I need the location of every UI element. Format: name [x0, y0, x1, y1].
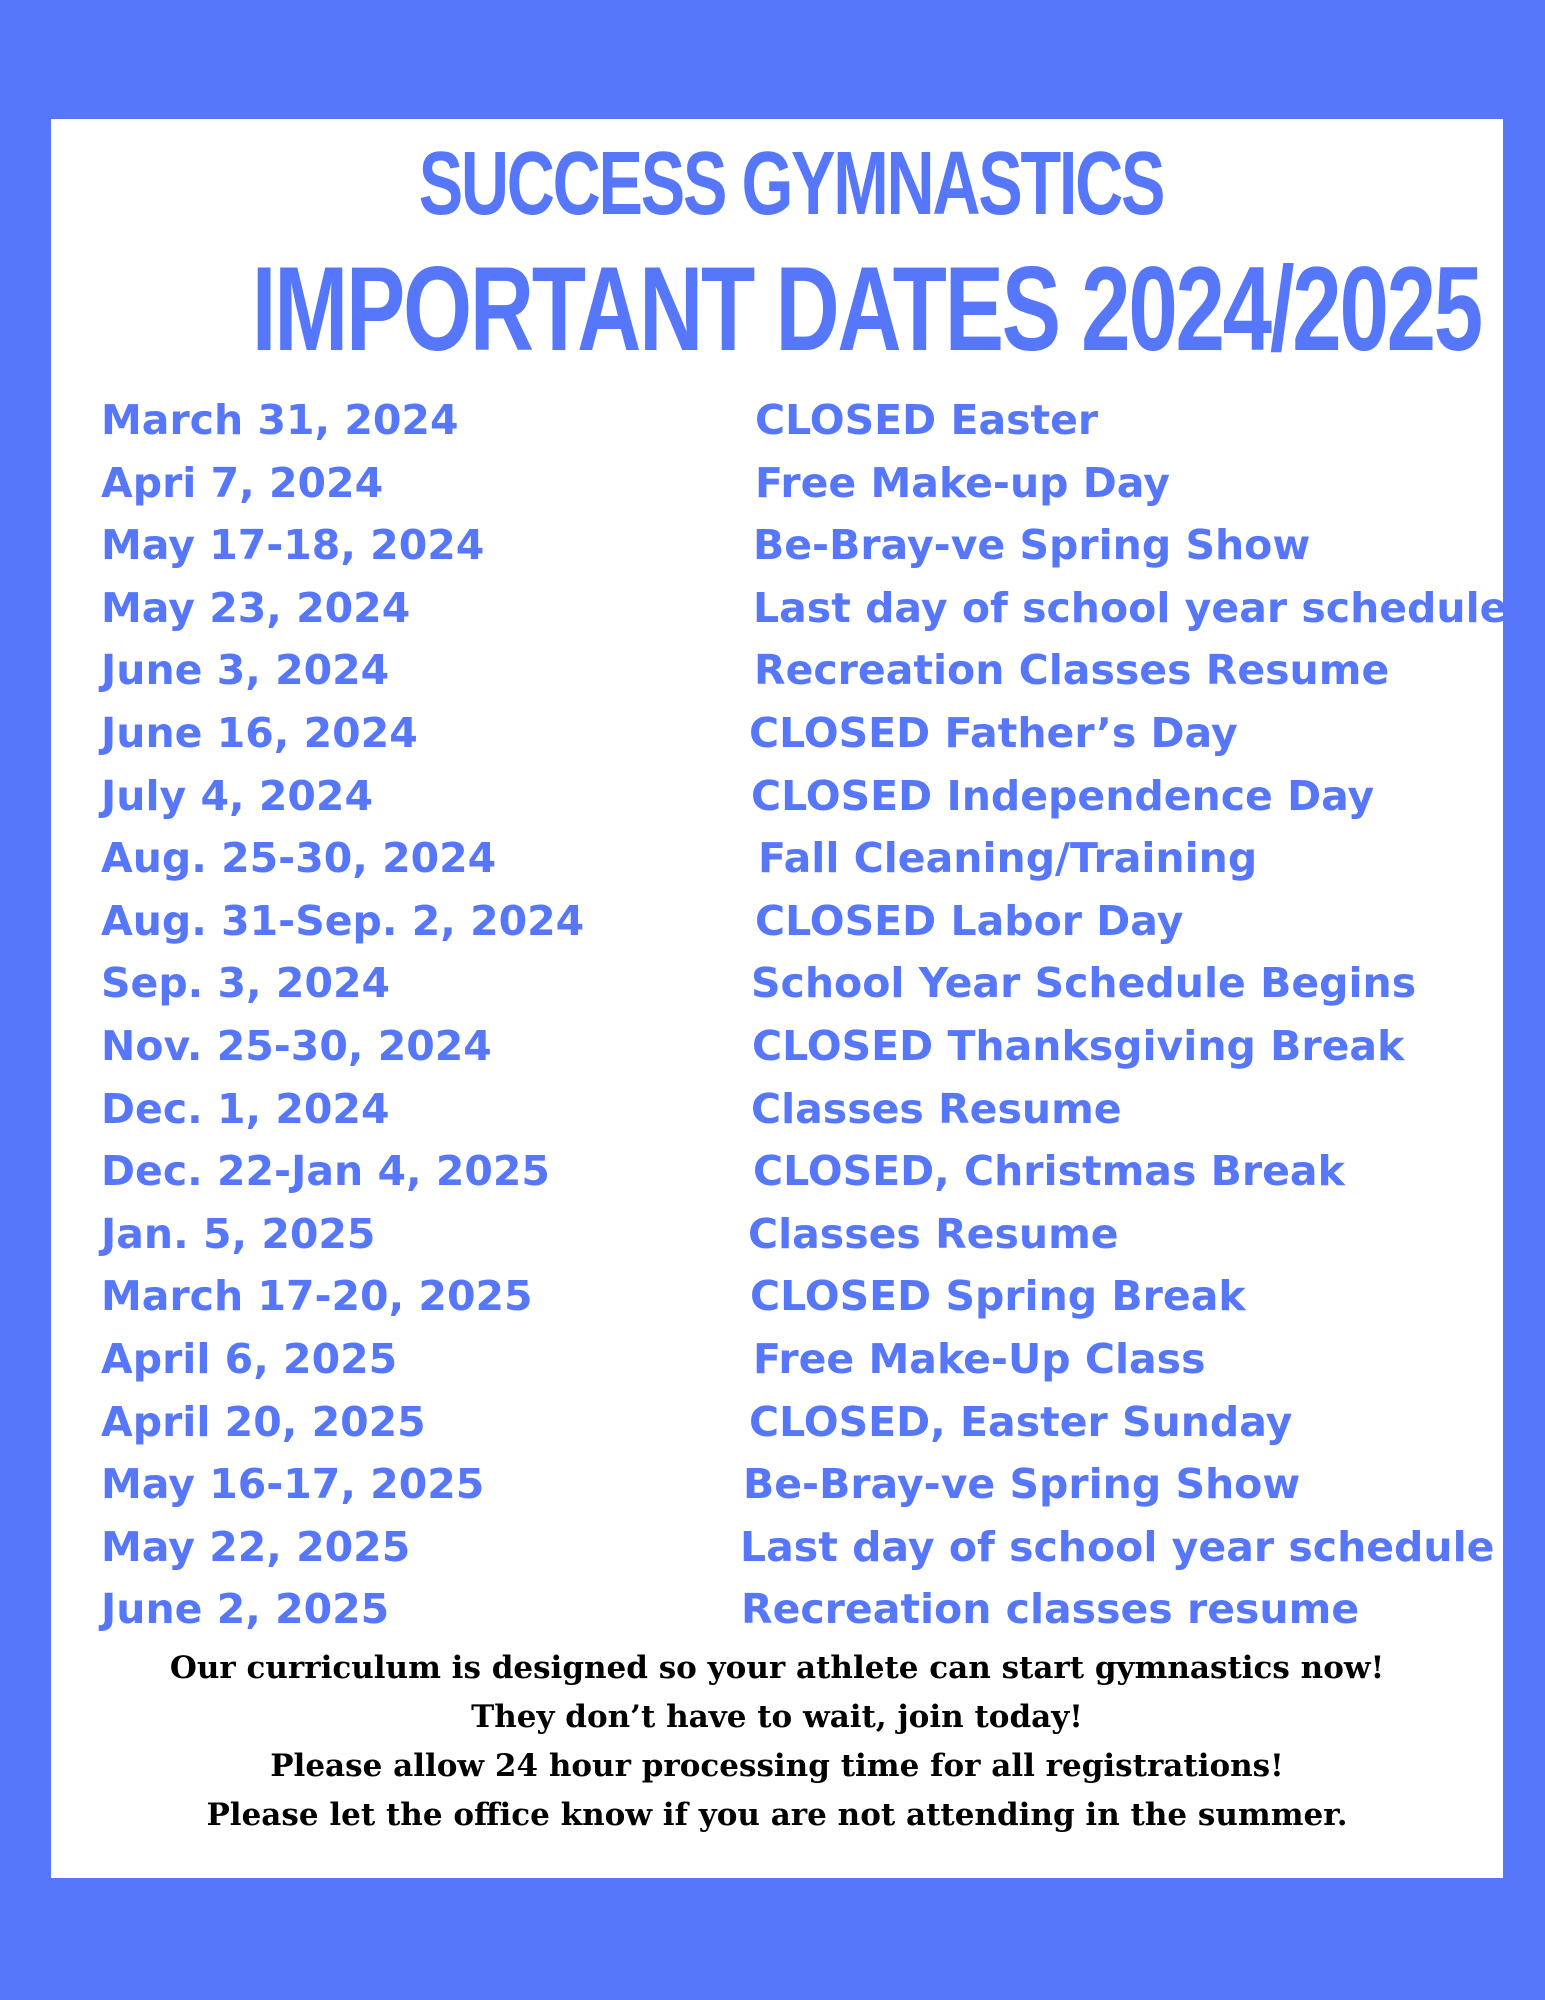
event-label: CLOSED Independence Day [751, 771, 1375, 820]
date-label: Aug. 25-30, 2024 [101, 834, 497, 883]
date-label: Sep. 3, 2024 [101, 959, 391, 1008]
date-label: June 16, 2024 [101, 708, 418, 757]
event-label: Be-Bray-ve Spring Show [753, 521, 1311, 570]
event-label: Recreation Classes Resume [754, 646, 1390, 695]
event-label: Free Make-up Day [755, 458, 1170, 507]
date-row [101, 577, 1508, 640]
event-label: CLOSED Father’s Day [749, 708, 1238, 757]
date-label: Apri 7, 2024 [101, 458, 384, 507]
important-dates-heading: IMPORTANT DATES 2024/2025 [251, 242, 1481, 376]
date-row [101, 765, 1501, 828]
event-label: School Year Schedule Begins [751, 959, 1417, 1008]
footer-line: Our curriculum is designed so your athlete can start gymnastics now! [169, 1650, 1385, 1686]
date-label: June 2, 2025 [101, 1585, 390, 1634]
event-label: CLOSED, Easter Sunday [749, 1397, 1293, 1446]
event-label: Free Make-Up Class [753, 1334, 1206, 1383]
date-label: Dec. 1, 2024 [101, 1084, 390, 1133]
date-row [101, 1140, 1501, 1203]
date-row [101, 1453, 1501, 1516]
date-row [101, 890, 1501, 953]
event-label: Fall Cleaning/Training [758, 834, 1258, 883]
event-label: CLOSED Labor Day [755, 896, 1184, 945]
flyer-card [51, 119, 1508, 1878]
event-label: CLOSED Thanksgiving Break [752, 1021, 1405, 1070]
event-label: CLOSED, Christmas Break [753, 1147, 1345, 1196]
date-row [101, 1516, 1501, 1579]
date-label: May 16-17, 2025 [101, 1460, 485, 1509]
date-label: Nov. 25-30, 2024 [101, 1021, 492, 1070]
date-label: Jan. 5, 2025 [101, 1209, 376, 1258]
event-label: Last day of school year schedule [753, 583, 1508, 632]
event-label: CLOSED Easter [755, 396, 1099, 444]
date-label: March 31, 2024 [101, 396, 459, 444]
date-label: April 6, 2025 [101, 1334, 398, 1383]
date-label: March 17-20, 2025 [101, 1272, 533, 1321]
footer-line: Please let the office know if you are not attending in the summer. [206, 1797, 1348, 1833]
event-label: Be-Bray-ve Spring Show [743, 1460, 1301, 1509]
date-row [101, 1578, 1501, 1641]
event-label: Last day of school year schedule [740, 1522, 1495, 1571]
date-label: May 23, 2024 [101, 583, 411, 632]
date-row [101, 1391, 1501, 1454]
date-row [101, 827, 1501, 890]
gym-name-title: SUCCESS GYMNASTICS [418, 134, 1164, 234]
date-row [101, 702, 1501, 765]
date-label: Aug. 31-Sep. 2, 2024 [101, 896, 585, 945]
date-row [101, 1203, 1501, 1266]
date-row [101, 639, 1501, 702]
event-label: Classes Resume [751, 1084, 1122, 1133]
event-label: CLOSED Spring Break [750, 1272, 1246, 1321]
date-label: May 17-18, 2024 [101, 521, 485, 570]
footer-line: Please allow 24 hour processing time for all registrations! [270, 1748, 1284, 1784]
date-row [101, 1015, 1501, 1078]
date-row [101, 952, 1501, 1015]
footer-notes [51, 1644, 1503, 1840]
date-row [101, 1078, 1501, 1141]
date-label: May 22, 2025 [101, 1522, 411, 1571]
event-label: Classes Resume [748, 1209, 1119, 1258]
date-row [101, 389, 1501, 452]
footer-line: They don’t have to wait, join today! [471, 1699, 1083, 1735]
dates-list [101, 389, 1508, 1641]
event-label: Recreation classes resume [741, 1585, 1360, 1634]
date-row [101, 514, 1501, 577]
date-row [101, 1328, 1501, 1391]
date-label: Dec. 22-Jan 4, 2025 [101, 1147, 550, 1196]
date-label: July 4, 2024 [101, 771, 373, 820]
date-label: April 20, 2025 [101, 1397, 426, 1446]
date-label: June 3, 2024 [101, 646, 390, 695]
date-row [101, 452, 1501, 515]
date-row [101, 1265, 1501, 1328]
